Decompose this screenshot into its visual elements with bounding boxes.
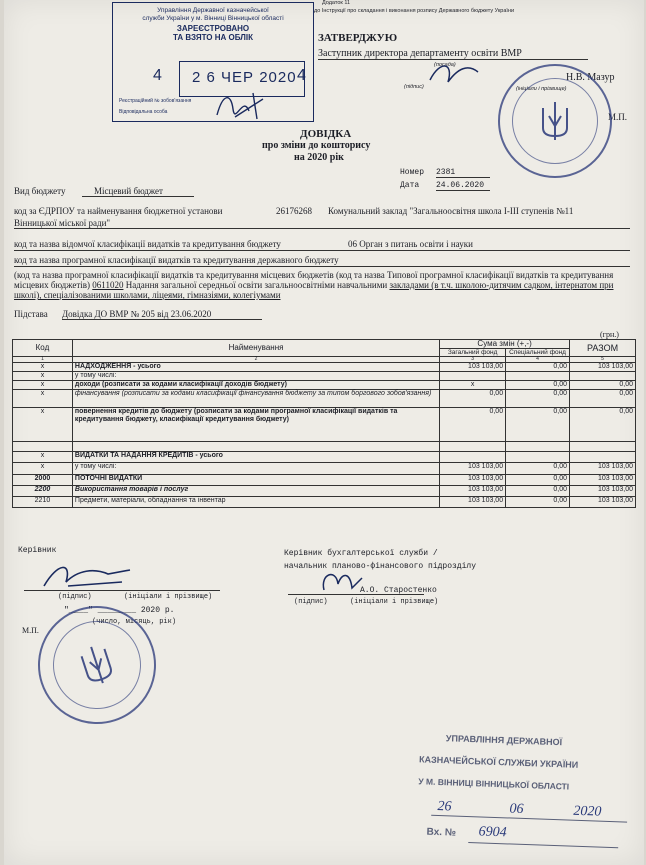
cell-code: x <box>13 381 73 390</box>
cell-name: ПОТОЧНІ ВИДАТКИ <box>72 475 439 486</box>
cell-total: 103 103,00 <box>570 475 636 486</box>
cell-code: x <box>13 372 73 381</box>
cell-special: 0,00 <box>506 497 570 508</box>
local-label <box>14 270 630 300</box>
cell-general: x <box>440 381 506 390</box>
cell-name: Предмети, матеріали, обладнання та інвентар <box>72 497 439 508</box>
table-row <box>13 381 636 390</box>
colnum-4: 4 <box>506 357 570 363</box>
cell-special <box>506 452 570 463</box>
dept-value: 06 Орган з питань освіти і науки <box>348 239 473 249</box>
local-code: 0611020 <box>92 280 124 290</box>
treasury-in-label: Вх. № <box>426 826 457 839</box>
approval-position-caption: (посада) <box>434 62 456 68</box>
cell-name: доходи (розписати за кодами класифікації доходів бюджету) <box>72 381 439 390</box>
header-name: Найменування <box>72 340 439 357</box>
table-row <box>13 408 636 442</box>
reg-stamp-registered: ЗАРЕЄСТРОВАНО <box>176 24 250 33</box>
accountant-label2: начальник планово-фінансового підрозділу <box>284 562 477 571</box>
reg-stamp-left-num: 4 <box>153 67 162 84</box>
treasury-date-month: 06 <box>509 801 524 817</box>
cell-total: 103 103,00 <box>570 486 636 497</box>
accountant-name: А.О. Старостенко <box>360 586 437 595</box>
budget-type-label: Вид бюджету <box>14 186 66 196</box>
head-sign-caption: (підпис) <box>58 593 92 601</box>
reg-stamp-reg-line: Реєстраційний № зобов'язання <box>119 98 192 104</box>
edrpou-label: код за ЄДРПОУ та найменування бюджетної установи <box>14 206 223 216</box>
accountant-signature <box>316 566 366 596</box>
state-label: код та назва програмної класифікації видатків та кредитування державного бюджету <box>14 255 339 265</box>
cell-general <box>440 442 506 452</box>
cell-general <box>440 452 506 463</box>
cell-name: у тому числі: <box>72 463 439 475</box>
table-row <box>13 463 636 475</box>
reg-stamp-accounted: ТА ВЗЯТО НА ОБЛІК <box>172 33 254 42</box>
colnum-3: 3 <box>440 357 506 363</box>
cell-name: у тому числі: <box>72 372 439 381</box>
units-label: (грн.) <box>600 330 619 339</box>
approval-name: Н.В. Мазур <box>566 72 615 83</box>
cell-special: 0,00 <box>506 381 570 390</box>
treasury-line3: У М. ВІННИЦІ ВІННИЦЬКОЇ ОБЛАСТІ <box>418 776 570 792</box>
treasury-stamp <box>412 726 638 862</box>
head-mp: М.П. <box>22 626 39 635</box>
treasury-date-year: 2020 <box>573 803 602 820</box>
header-general: Загальний фонд <box>440 349 506 357</box>
cell-special <box>506 442 570 452</box>
cell-code: 2000 <box>13 475 73 486</box>
treasury-date-day: 26 <box>437 798 452 815</box>
cell-total: 103 103,00 <box>570 497 636 508</box>
edrpou-code: 26176268 <box>276 206 312 216</box>
cell-general: 103 103,00 <box>440 475 506 486</box>
registration-stamp <box>112 2 314 122</box>
cell-name: НАДХОДЖЕННЯ - усього <box>72 363 439 372</box>
document-date: 24.06.2020 <box>436 181 490 191</box>
document-subtitle1: про зміни до кошторису <box>262 140 371 151</box>
reg-stamp-date: 2 6 ЧЕР 2020 <box>192 69 297 86</box>
cell-name: повернення кредитів до бюджету (розписати за кодами програмної класифікації видатків та кредитування бюджету, класифікації кредитування бюджету) <box>72 408 439 442</box>
head-label: Керівник <box>18 546 57 555</box>
cell-total: 103 103,00 <box>570 363 636 372</box>
approval-mp: М.П. <box>608 112 628 122</box>
document-subtitle2: на 2020 рік <box>294 152 344 163</box>
cell-total: 0,00 <box>570 381 636 390</box>
cell-general: 103 103,00 <box>440 363 506 372</box>
cell-special: 0,00 <box>506 363 570 372</box>
cell-total <box>570 452 636 463</box>
local-name: Надання загальної середньої освіти загальноосвітніми навчальними <box>125 280 388 290</box>
colnum-2: 2 <box>72 357 439 363</box>
cell-general: 103 103,00 <box>440 486 506 497</box>
basis-label: Підстава <box>14 309 48 319</box>
accountant-sign-caption: (підпис) <box>294 598 328 606</box>
table-row <box>13 363 636 372</box>
cell-code <box>13 442 73 452</box>
cell-special <box>506 372 570 381</box>
cell-special: 0,00 <box>506 408 570 442</box>
cell-code: x <box>13 408 73 442</box>
document-number: 2381 <box>436 168 490 178</box>
appendix-line1: Додаток 11 <box>322 0 351 6</box>
colnum-1: 1 <box>13 357 73 363</box>
approval-title: ЗАТВЕРДЖУЮ <box>318 32 398 44</box>
approval-signature-caption: (підпис) <box>404 84 424 90</box>
cell-total: 0,00 <box>570 390 636 408</box>
header-special: Спеціальний фонд <box>506 349 570 357</box>
cell-name <box>72 442 439 452</box>
changes-table <box>12 339 636 508</box>
institution-name-line2: Вінницької міської ради" <box>14 218 630 229</box>
institution-name: Комунальний заклад "Загальноосвітня школа І-ІІІ ступенів №11 <box>328 206 574 216</box>
approval-initials-caption: (ініціали і прізвище) <box>516 86 567 92</box>
cell-name: ВИДАТКИ ТА НАДАННЯ КРЕДИТІВ - усього <box>72 452 439 463</box>
cell-general: 103 103,00 <box>440 463 506 475</box>
trident-icon <box>538 100 572 142</box>
accountant-label1: Керівник бухгалтерської служби / <box>284 549 438 558</box>
local-name2: закладами (в т.ч. школою-дитячим садком, інтернатом при школі), спеціалізованими школами, ліцеями, гімназіями, колегіумами <box>14 280 614 300</box>
header-total: РАЗОМ <box>570 340 636 357</box>
cell-code: 2200 <box>13 486 73 497</box>
appendix-line2: до Інструкції про складання і виконання розпису Державного бюджету України <box>314 8 515 14</box>
cell-name: Використання товарів і послуг <box>72 486 439 497</box>
colnum-5: 5 <box>570 357 636 363</box>
cell-total <box>570 372 636 381</box>
cell-special: 0,00 <box>506 463 570 475</box>
date-caption: (число, місяць, рік) <box>92 618 177 626</box>
approval-signature <box>424 58 484 88</box>
local-label-text: (код та назва програмної класифікації видатків та кредитування місцевих бюджетів (код та назва Типової програмної класифікації видатків та кредитування місцевих бюджетів) <box>14 270 614 290</box>
treasury-line2: КАЗНАЧЕЙСЬКОЇ СЛУЖБИ УКРАЇНИ <box>418 754 579 770</box>
reg-stamp-line1: Управління Державної казначейської <box>157 7 269 14</box>
cell-total: 0,00 <box>570 408 636 442</box>
table-row <box>13 486 636 497</box>
head-initials-caption: (ініціали і прізвище) <box>124 593 213 601</box>
reg-stamp-right-num: 4 <box>297 67 306 84</box>
table-row <box>13 442 636 452</box>
accountant-initials-caption: (ініціали і прізвище) <box>350 598 439 606</box>
document-sheet <box>4 0 644 865</box>
number-label: Номер <box>400 168 425 177</box>
reg-stamp-signature <box>213 89 273 123</box>
table-header-row <box>13 340 636 349</box>
cell-general: 0,00 <box>440 390 506 408</box>
department-seal <box>498 64 615 178</box>
dept-label: код та назва відомчої класифікації видатків та кредитування бюджету <box>14 239 281 249</box>
header-sum: Сума змін (+,-) <box>440 340 570 349</box>
cell-code: x <box>13 363 73 372</box>
cell-code: x <box>13 463 73 475</box>
cell-special: 0,00 <box>506 475 570 486</box>
table-row <box>13 390 636 408</box>
table-row <box>13 372 636 381</box>
cell-name: фінансування (розписати за кодами класифікації фінансування бюджету за типом боргового зобов'язання) <box>72 390 439 408</box>
cell-code: 2210 <box>13 497 73 508</box>
basis-value: Довідка ДО ВМР № 205 від 23.06.2020 <box>62 309 262 320</box>
reg-stamp-signature-line: Відповідальна особа <box>119 109 168 115</box>
treasury-in-num: 6904 <box>478 824 507 841</box>
budget-type: Місцевий бюджет <box>82 186 194 197</box>
header-code: Код <box>13 340 73 357</box>
cell-total: 103 103,00 <box>570 463 636 475</box>
table-row <box>13 475 636 486</box>
date-line: "____" ________ 2020 р. <box>64 606 175 615</box>
cell-general: 0,00 <box>440 408 506 442</box>
cell-code: x <box>13 390 73 408</box>
document-title: ДОВІДКА <box>300 128 352 140</box>
cell-general: 103 103,00 <box>440 497 506 508</box>
date-label: Дата <box>400 181 420 190</box>
cell-special: 0,00 <box>506 486 570 497</box>
cell-general <box>440 372 506 381</box>
treasury-line1: УПРАВЛІННЯ ДЕРЖАВНОЇ <box>445 733 563 748</box>
cell-total <box>570 442 636 452</box>
table-row <box>13 497 636 508</box>
cell-special: 0,00 <box>506 390 570 408</box>
table-row <box>13 452 636 463</box>
reg-stamp-line2: служби України у м. Вінниці Вінницької області <box>142 15 284 22</box>
cell-code: x <box>13 452 73 463</box>
approval-position: Заступник директора департаменту освіти ВМР <box>318 48 588 60</box>
